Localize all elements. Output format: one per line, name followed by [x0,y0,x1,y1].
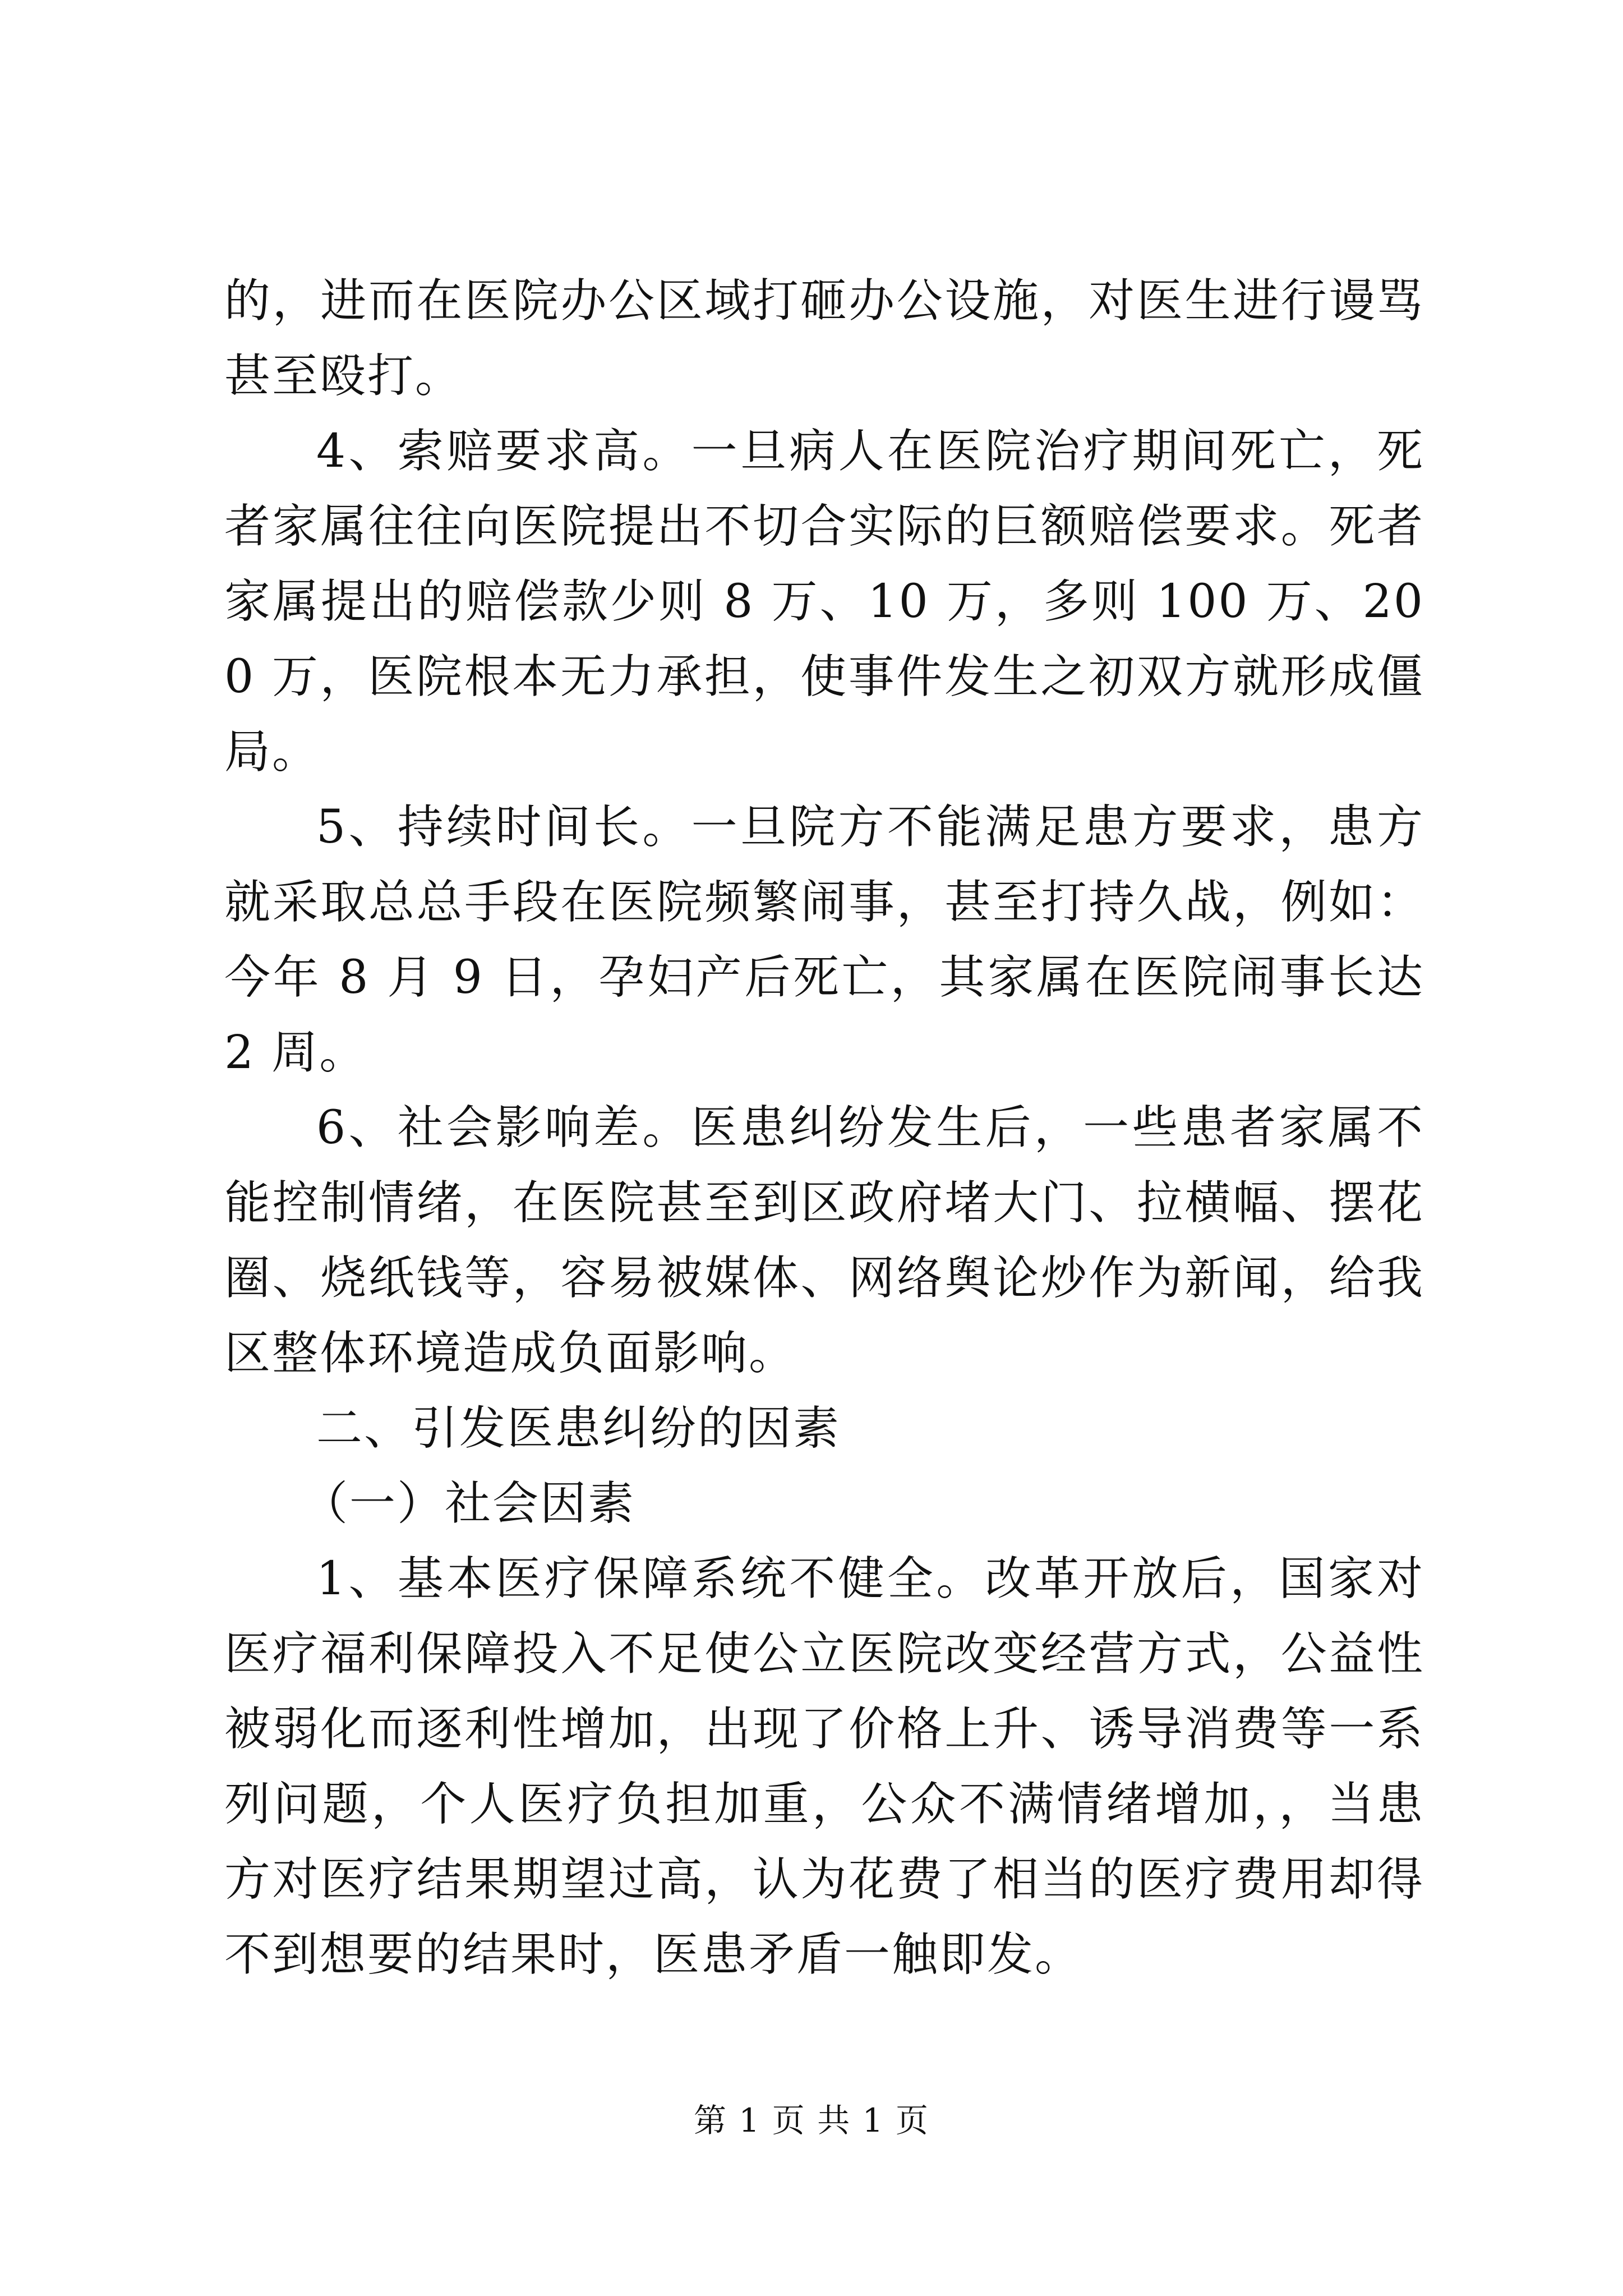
paragraph-item-6: 6、社会影响差。医患纠纷发生后，一些患者家属不能控制情绪，在医院甚至到区政府堵大门、拉横幅、摆花圈、烧纸钱等，容易被媒体、网络舆论炒作为新闻，给我区整体环境造成负面影响。 [224,1101,1424,1380]
subsection-heading: （一）社会因素 [302,1477,636,1530]
section-heading: 二、引发医患纠纷的因素 [316,1402,841,1455]
paragraph-continuation: 的，进而在医院办公区域打砸办公设施，对医生进行谩骂甚至殴打。 [224,274,1424,403]
paragraph-item-1: 1、基本医疗保障系统不健全。改革开放后，国家对医疗福利保障投入不足使公立医院改变经营方式，公益性被弱化而逐利性增加，出现了价格上升、诱导消费等一系列问题，个人医疗负担加重，公众不满情绪增加，，当患方对医疗结果期望过高，认为花费了相当的医疗费用却得不到想要的结果时，医患矛盾一触即发。 [224,1552,1424,1981]
paragraph-item-4: 4、索赔要求高。一旦病人在医院治疗期间死亡，死者家属往往向医院提出不切合实际的巨额赔偿要求。死者家属提出的赔偿款少则 8 万、10 万，多则 100 万、200 万，医院根本无力承担，使事件发生之初双方就形成僵局。 [224,425,1424,779]
page-footer: 第 1 页 共 1 页 [694,2101,929,2139]
paragraph-item-5: 5、持续时间长。一旦院方不能满足患方要求，患方就采取总总手段在医院频繁闹事，甚至打持久战，例如：今年 8 月 9 日，孕妇产后死亡，其家属在医院闹事长达 2 周。 [224,800,1424,1079]
document-body [224,264,1424,1993]
